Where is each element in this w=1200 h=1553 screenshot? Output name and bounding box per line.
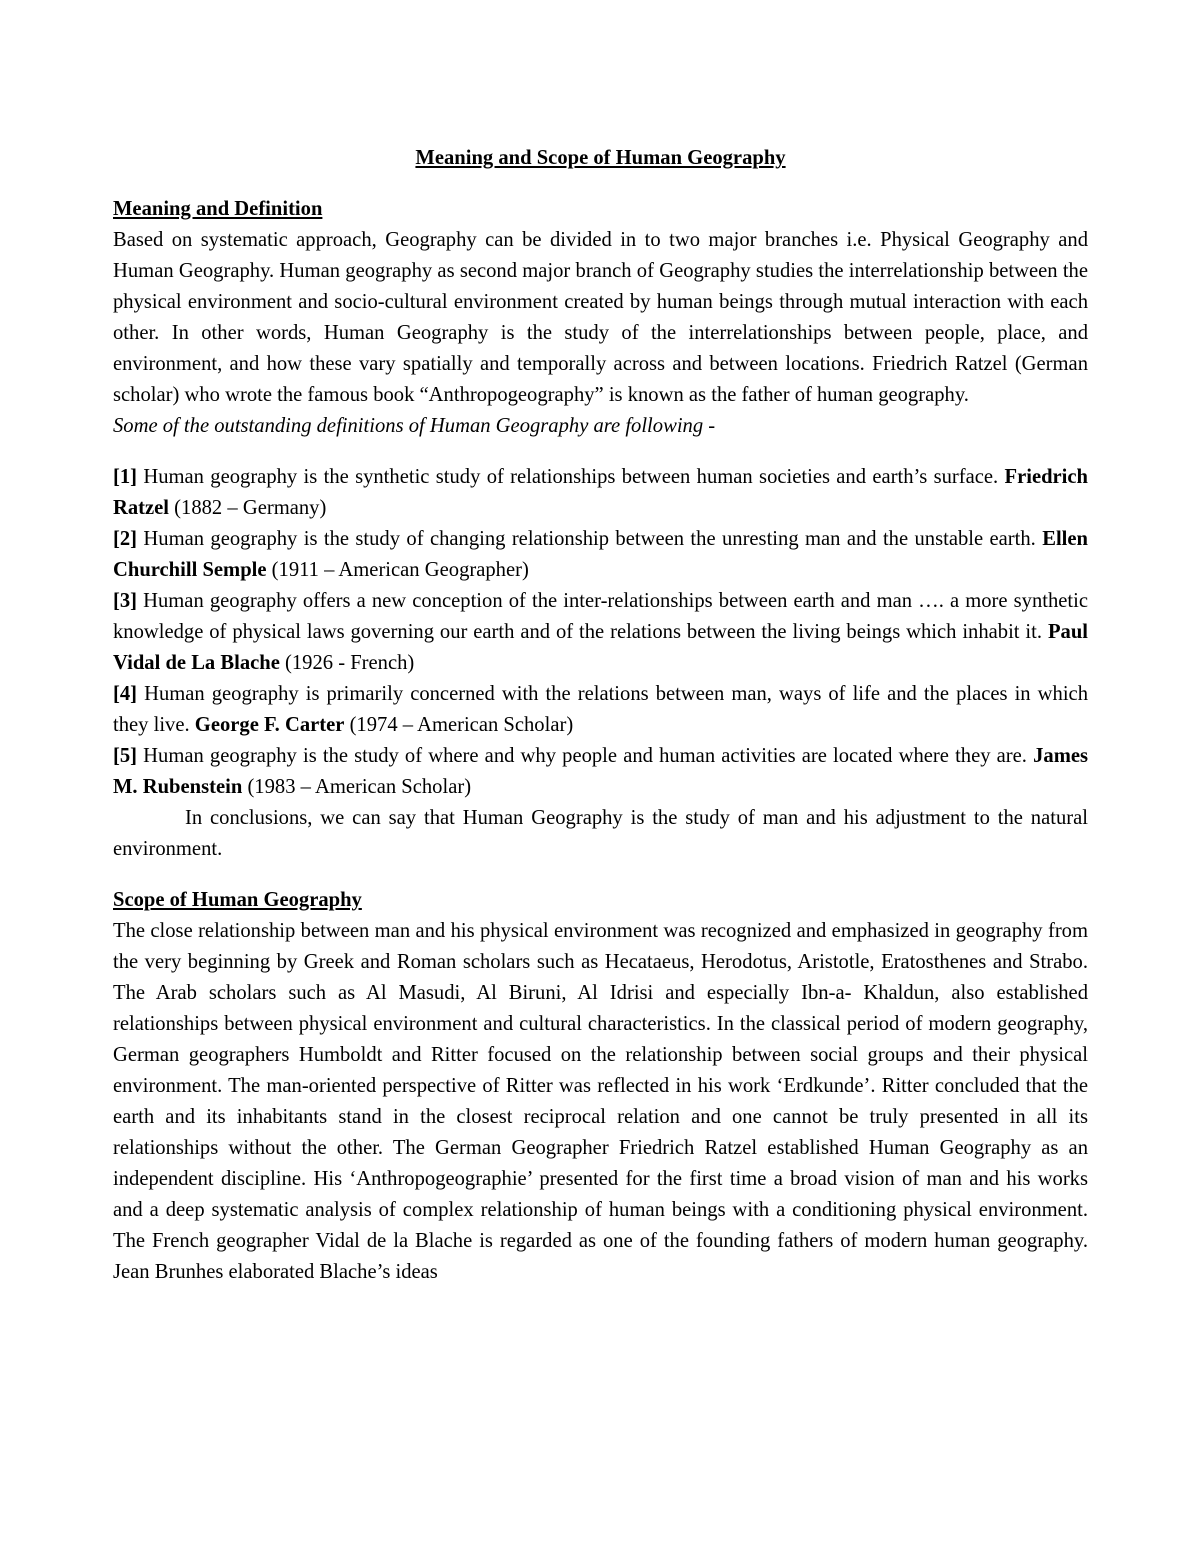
- definition-note: (1911 – American Geographer): [266, 559, 529, 581]
- definition-text: Human geography offers a new conception of the inter-relationships between earth and man …. a more synthetic knowledge of physical laws governing our earth and of the relations between the living beings which inhabit it.: [113, 590, 1088, 643]
- definition-3: [113, 586, 1088, 679]
- definition-text: Human geography is the study of changing relationship between the unresting man and the unstable earth.: [137, 528, 1043, 550]
- definition-4: [113, 679, 1088, 741]
- definition-author: Paul Vidal de La Blache: [113, 621, 1088, 674]
- meaning-intro-paragraph: Based on systematic approach, Geography can be divided in to two major branches i.e. Physical Geography and Human Geography. Human geography as second major branch of Geography studies the interrelationship between the physical environment and socio-cultural environment created by human beings through mutual interaction with each other. In other words, Human Geography is the study of the interrelationships between people, place, and environment, and how these vary spatially and temporally across and between locations. Friedrich Ratzel (German scholar) who wrote the famous book “Anthropogeography” is known as the father of human geography.: [113, 229, 1088, 406]
- definition-note: (1926 - French): [279, 652, 415, 674]
- section-heading-scope: Scope of Human Geography: [113, 889, 362, 911]
- document-title: Meaning and Scope of Human Geography: [415, 147, 786, 169]
- definition-number: [4]: [113, 683, 138, 705]
- definition-number: [1]: [113, 466, 138, 488]
- definition-number: [2]: [113, 528, 138, 550]
- scope-paragraph: The close relationship between man and his physical environment was recognized and emphasized in geography from the very beginning by Greek and Roman scholars such as Hecataeus, Herodotus, Aristotle, Eratosthenes and Strabo. The Arab scholars such as Al Masudi, Al Biruni, Al Idrisi and especially Ibn-a- Khaldun, also established relationships between physical environment and cultural characteristics. In the classical period of modern geography, German geographers Humboldt and Ritter focused on the relationship between social groups and their physical environment. The man-oriented perspective of Ritter was reflected in his work ‘Erdkunde’. Ritter concluded that the earth and its inhabitants stand in the closest reciprocal relation and one cannot be truly presented in all its relationships without the other. The German Geographer Friedrich Ratzel established Human Geography as an independent discipline. His ‘Anthropogeographie’ presented for the first time a broad vision of man and his works and a deep systematic analysis of complex relationship of human beings with a conditioning physical environment. The French geographer Vidal de la Blache is regarded as one of the founding fathers of modern human geography. Jean Brunhes elaborated Blache’s ideas: [113, 920, 1088, 1283]
- definition-text: Human geography is the synthetic study of relationships between human societies and earth’s surface.: [137, 466, 1005, 488]
- definition-author: Ellen Churchill Semple: [113, 528, 1088, 581]
- definition-author: Friedrich Ratzel: [113, 466, 1088, 519]
- definition-note: (1983 – American Scholar): [242, 776, 472, 798]
- conclusion-paragraph: In conclusions, we can say that Human Geography is the study of man and his adjustment to the natural environment.: [113, 807, 1088, 860]
- definition-note: (1882 – Germany): [169, 497, 327, 519]
- section-heading-meaning: Meaning and Definition: [113, 198, 323, 220]
- definition-note: (1974 – American Scholar): [344, 714, 574, 736]
- definition-1: [113, 462, 1088, 524]
- definition-author: James M. Rubenstein: [113, 745, 1088, 798]
- definition-author: George F. Carter: [194, 714, 345, 736]
- definition-2: [113, 524, 1088, 586]
- definition-number: [5]: [113, 745, 138, 767]
- definition-5: [113, 741, 1088, 803]
- definition-text: Human geography is the study of where and why people and human activities are located where they are.: [137, 745, 1034, 767]
- definitions-intro: Some of the outstanding definitions of Human Geography are following -: [113, 415, 716, 437]
- definition-number: [3]: [113, 590, 138, 612]
- definition-text: Human geography is primarily concerned with the relations between man, ways of life and the places in which they live.: [113, 683, 1088, 736]
- document-page: [113, 143, 1088, 1288]
